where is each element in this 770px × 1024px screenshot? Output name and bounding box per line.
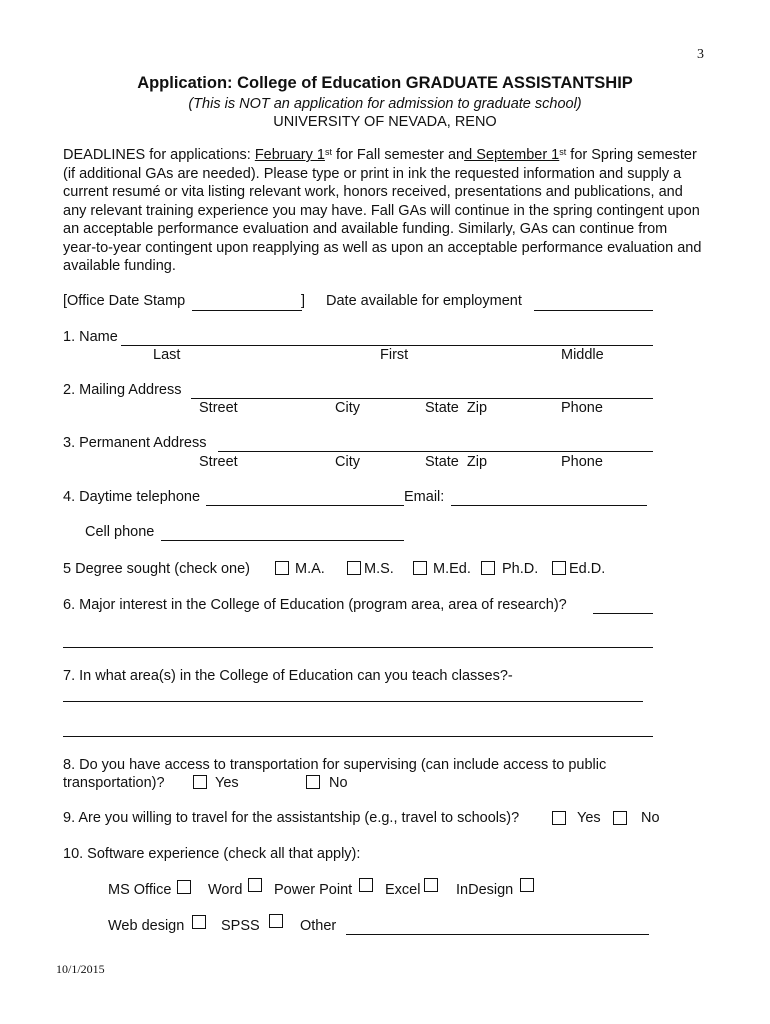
office-stamp-field[interactable] xyxy=(192,293,302,311)
name-field[interactable] xyxy=(121,328,653,346)
date-available-field[interactable] xyxy=(534,293,653,311)
software-excel-label: Excel xyxy=(385,882,421,898)
travel-yes-label: Yes xyxy=(577,810,601,826)
name-sub-middle: Middle xyxy=(561,347,604,363)
software-indesign-label: InDesign xyxy=(456,882,514,898)
mailing-sub-street: Street xyxy=(199,400,238,416)
mailing-sub-state-zip: State Zip xyxy=(425,400,488,416)
footer-date: 10/1/2015 xyxy=(56,962,105,976)
permanent-sub-state-zip: State Zip xyxy=(425,454,488,470)
degree-med-checkbox[interactable] xyxy=(413,561,427,575)
degree-ms-label: M.S. xyxy=(364,561,394,577)
travel-question: 9. Are you willing to travel for the assistantship (e.g., travel to schools)? xyxy=(63,810,520,826)
software-experience-label: 10. Software experience (check all that apply): xyxy=(63,846,361,862)
name-sub-first: First xyxy=(380,347,409,363)
software-word-label: Word xyxy=(208,882,243,898)
name-sub-last: Last xyxy=(153,347,181,363)
software-webdesign-checkbox[interactable] xyxy=(192,915,206,929)
transportation-no-label: No xyxy=(329,775,348,791)
degree-edd-checkbox[interactable] xyxy=(552,561,566,575)
cell-phone-field[interactable] xyxy=(161,523,404,541)
degree-sought-label: 5 Degree sought (check one) xyxy=(63,561,250,577)
software-word-checkbox[interactable] xyxy=(248,878,262,892)
travel-yes-checkbox[interactable] xyxy=(552,811,566,825)
degree-ms-checkbox[interactable] xyxy=(347,561,361,575)
form-subtitle: (This is NOT an application for admission to graduate school) xyxy=(188,96,582,112)
transportation-question-line1: 8. Do you have access to transportation for supervising (can include access to public xyxy=(63,757,607,773)
software-spss-checkbox[interactable] xyxy=(269,914,283,928)
transportation-no-checkbox[interactable] xyxy=(306,775,320,789)
software-msoffice-label: MS Office xyxy=(108,882,172,898)
travel-no-checkbox[interactable] xyxy=(613,811,627,825)
software-powerpoint-checkbox[interactable] xyxy=(359,878,373,892)
page-number: 3 xyxy=(697,47,704,62)
mailing-address-field[interactable] xyxy=(191,381,653,399)
degree-phd-label: Ph.D. xyxy=(502,561,539,577)
transportation-yes-label: Yes xyxy=(215,775,239,791)
mailing-sub-phone: Phone xyxy=(561,400,603,416)
email-field[interactable] xyxy=(451,488,647,506)
degree-ma-checkbox[interactable] xyxy=(275,561,289,575)
major-interest-field-1[interactable] xyxy=(593,596,653,614)
degree-phd-checkbox[interactable] xyxy=(481,561,495,575)
daytime-telephone-field[interactable] xyxy=(206,488,404,506)
office-stamp-label: [Office Date Stamp xyxy=(63,293,186,309)
transportation-question-line2: transportation)? xyxy=(63,775,165,791)
cell-phone-label: Cell phone xyxy=(85,524,155,540)
university-name: UNIVERSITY OF NEVADA, RENO xyxy=(273,114,497,130)
degree-med-label: M.Ed. xyxy=(433,561,471,577)
transportation-yes-checkbox[interactable] xyxy=(193,775,207,789)
email-label: Email: xyxy=(404,489,445,505)
software-msoffice-checkbox[interactable] xyxy=(177,880,191,894)
software-webdesign-label: Web design xyxy=(108,918,185,934)
software-indesign-checkbox[interactable] xyxy=(520,878,534,892)
permanent-sub-phone: Phone xyxy=(561,454,603,470)
software-other-label: Other xyxy=(300,918,337,934)
daytime-telephone-label: 4. Daytime telephone xyxy=(63,489,201,505)
software-spss-label: SPSS xyxy=(221,918,260,934)
date-available-label: Date available for employment xyxy=(326,293,522,309)
permanent-sub-street: Street xyxy=(199,454,238,470)
major-interest-field-2[interactable] xyxy=(63,630,653,648)
software-other-field[interactable] xyxy=(346,917,649,935)
software-excel-checkbox[interactable] xyxy=(424,878,438,892)
software-powerpoint-label: Power Point xyxy=(274,882,353,898)
mailing-sub-city: City xyxy=(335,400,360,416)
major-interest-label: 6. Major interest in the College of Education (program area, area of research)? xyxy=(63,597,567,613)
deadline-date-fall: February 1 xyxy=(254,147,325,163)
deadlines-paragraph: DEADLINES for applications: February 1st for Fall semester and September 1st for Spring semester (if additional GAs are needed). Please type or print in ink the requested information and supply a current resumé or vita listing relevant work, honors received, presentations and publications, and any relevant training experience you may have. Fall GAs will continue in the spring contingent upon an acceptable performance evaluation and available funding. Similarly, GAs can continue from year-to-year contingent upon reapplying as well as upon an acceptable performance evaluation and available funding. xyxy=(63,147,702,274)
permanent-sub-city: City xyxy=(335,454,360,470)
permanent-address-label: 3. Permanent Address xyxy=(63,435,207,451)
travel-no-label: No xyxy=(641,810,660,826)
deadline-date-spring: d September 1 xyxy=(464,147,560,163)
permanent-address-field[interactable] xyxy=(218,434,653,452)
form-title: Application: College of Education GRADUATE ASSISTANTSHIP xyxy=(137,74,633,92)
teach-areas-label: 7. In what area(s) in the College of Education can you teach classes?- xyxy=(63,668,513,684)
teach-areas-field-1[interactable] xyxy=(63,684,643,702)
degree-edd-label: Ed.D. xyxy=(569,561,606,577)
name-label: 1. Name xyxy=(63,329,118,345)
office-stamp-close: ] xyxy=(301,293,306,309)
degree-ma-label: M.A. xyxy=(295,561,325,577)
teach-areas-field-2[interactable] xyxy=(63,719,653,737)
mailing-address-label: 2. Mailing Address xyxy=(63,382,182,398)
